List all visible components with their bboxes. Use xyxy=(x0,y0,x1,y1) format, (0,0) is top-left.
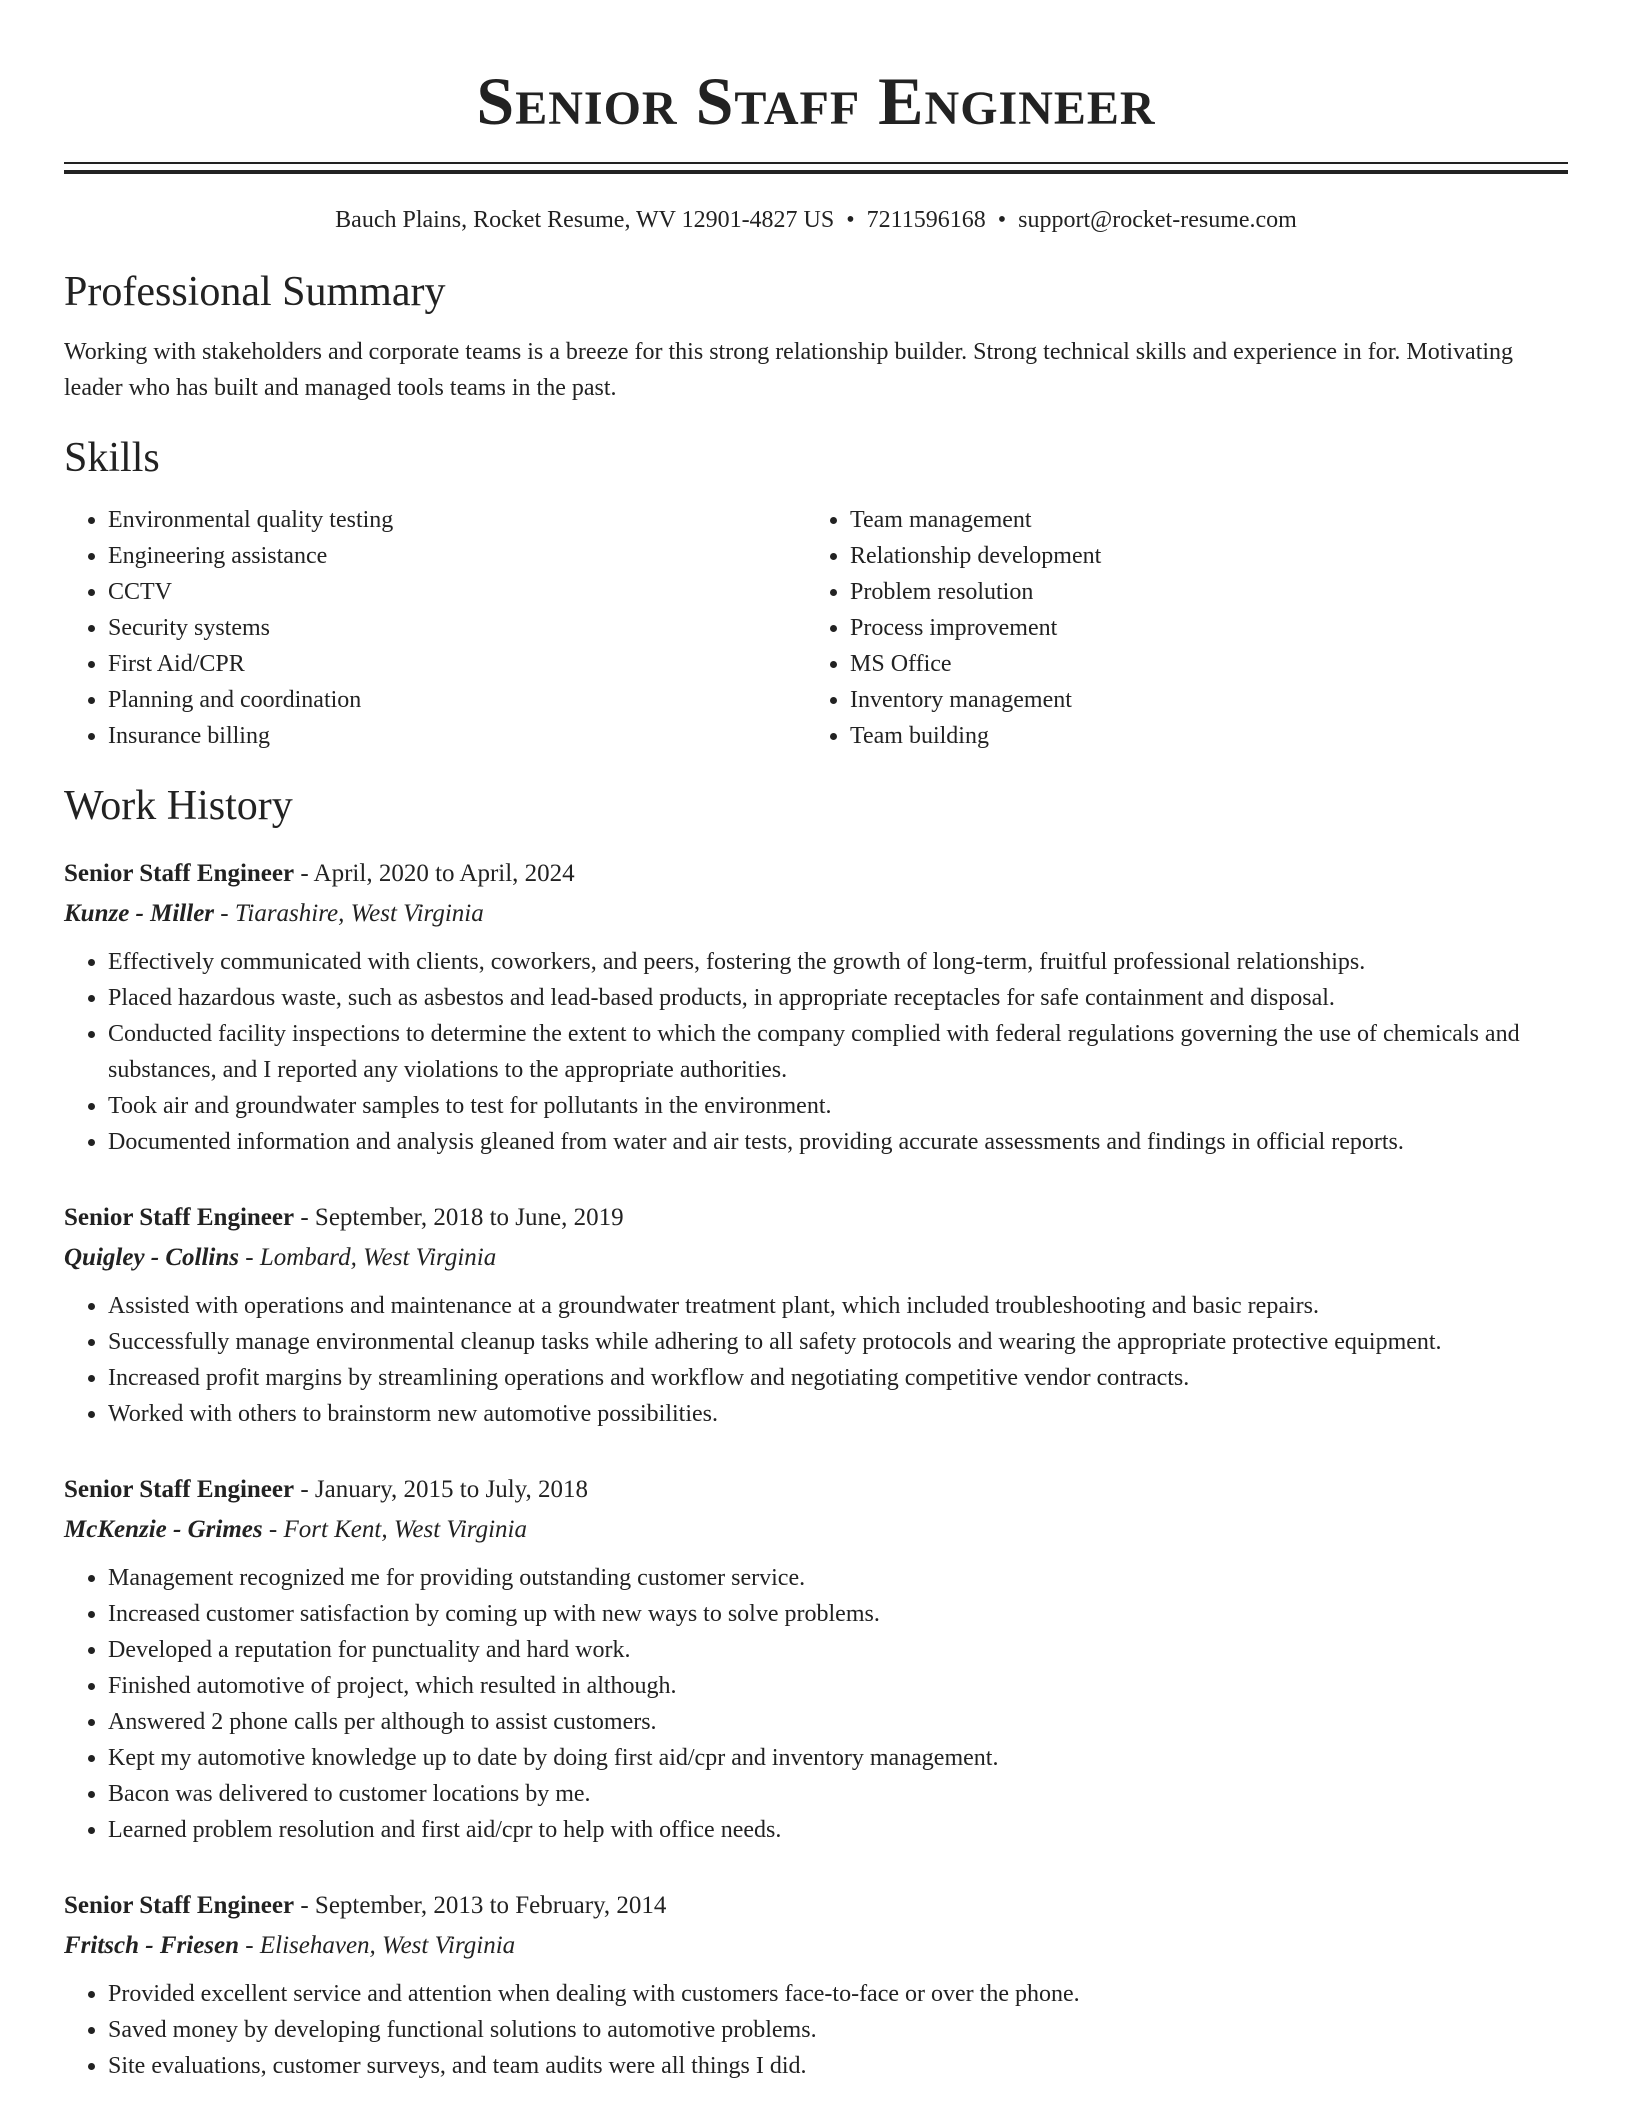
skill-item: • Process improvement xyxy=(850,610,1548,646)
job-bullet: • Developed a reputation for punctuality and hard work. xyxy=(108,1632,1568,1668)
job-company-line xyxy=(64,894,1568,934)
skill-item: • Team building xyxy=(850,718,1548,754)
header-double-rule xyxy=(64,162,1568,174)
skill-item: • Inventory management xyxy=(850,682,1548,718)
work-history-list xyxy=(64,854,1568,2084)
job-bullet: • Learned problem resolution and first aid/cpr to help with office needs. xyxy=(108,1812,1568,1848)
skills-left-list xyxy=(64,502,806,754)
job-bullet: • Conducted facility inspections to determine the extent to which the company complied with federal regulations governing the use of chemicals and substances, and I reported any violations to the appropriate authorities. xyxy=(108,1016,1568,1088)
contact-address: Bauch Plains, Rocket Resume, WV 12901-4827 US xyxy=(335,207,835,233)
job-dash: - xyxy=(239,1244,260,1271)
job-company: Kunze - Miller xyxy=(64,900,215,927)
job-dash: - xyxy=(294,1204,315,1231)
job-dates: January, 2015 to July, 2018 xyxy=(314,1476,589,1503)
job-entry xyxy=(64,1198,1568,1432)
job-title: Senior Staff Engineer xyxy=(64,1892,295,1919)
job-bullet: • Placed hazardous waste, such as asbestos and lead-based products, in appropriate receptacles for safe containment and disposal. xyxy=(108,980,1568,1016)
skill-item: • Security systems xyxy=(108,610,806,646)
job-company: Quigley - Collins xyxy=(64,1244,240,1271)
job-company-line xyxy=(64,1238,1568,1278)
contact-separator: • xyxy=(846,207,855,233)
skill-item: • First Aid/CPR xyxy=(108,646,806,682)
job-location: Fort Kent, West Virginia xyxy=(283,1516,527,1543)
summary-text: Working with stakeholders and corporate teams is a breeze for this strong relationship builder. Strong technical skills and experience in for. Motivating leader who has built and managed tools teams in the past. xyxy=(64,339,1514,401)
job-title-line xyxy=(64,854,1568,894)
contact-email: support@rocket-resume.com xyxy=(1018,207,1297,233)
job-bullets xyxy=(64,1288,1568,1432)
job-bullet: • Took air and groundwater samples to test for pollutants in the environment. xyxy=(108,1088,1568,1124)
job-bullet: • Worked with others to brainstorm new automotive possibilities. xyxy=(108,1396,1568,1432)
skills-columns xyxy=(64,502,1568,754)
skills-heading: Skills xyxy=(64,435,160,481)
job-bullet: • Documented information and analysis gleaned from water and air tests, providing accurate assessments and findings in official reports. xyxy=(108,1124,1568,1160)
summary-heading: Professional Summary xyxy=(64,269,446,315)
job-bullet: • Saved money by developing functional solutions to automotive problems. xyxy=(108,2012,1568,2048)
skill-item: • Engineering assistance xyxy=(108,538,806,574)
job-company: Fritsch - Friesen xyxy=(64,1932,240,1959)
skill-item: • Relationship development xyxy=(850,538,1548,574)
job-company: McKenzie - Grimes xyxy=(64,1516,263,1543)
skill-item: • Problem resolution xyxy=(850,574,1548,610)
contact-line xyxy=(64,204,1568,236)
job-bullets xyxy=(64,944,1568,1160)
resume-name-title: Senior Staff Engineer xyxy=(476,63,1156,139)
job-dash: - xyxy=(294,1892,315,1919)
skill-item: • Environmental quality testing xyxy=(108,502,806,538)
job-title: Senior Staff Engineer xyxy=(64,1204,295,1231)
job-title-line xyxy=(64,1198,1568,1238)
work-history-heading: Work History xyxy=(64,783,293,829)
job-dash: - xyxy=(262,1516,284,1543)
skill-item: • Planning and coordination xyxy=(108,682,806,718)
job-title-line xyxy=(64,1470,1568,1510)
contact-phone: 7211596168 xyxy=(866,207,986,233)
job-dash: - xyxy=(239,1932,260,1959)
job-bullet: • Management recognized me for providing outstanding customer service. xyxy=(108,1560,1568,1596)
job-dates: September, 2018 to June, 2019 xyxy=(314,1204,624,1231)
job-location: Tiarashire, West Virginia xyxy=(234,900,484,927)
job-entry xyxy=(64,854,1568,1160)
job-bullet: • Answered 2 phone calls per although to assist customers. xyxy=(108,1704,1568,1740)
job-title: Senior Staff Engineer xyxy=(64,860,295,887)
job-bullets xyxy=(64,1976,1568,2084)
job-bullet: • Bacon was delivered to customer locations by me. xyxy=(108,1776,1568,1812)
skill-item: • MS Office xyxy=(850,646,1548,682)
skill-item: • Team management xyxy=(850,502,1548,538)
job-dates: September, 2013 to February, 2014 xyxy=(314,1892,667,1919)
job-bullet: • Increased customer satisfaction by coming up with new ways to solve problems. xyxy=(108,1596,1568,1632)
skill-item: • CCTV xyxy=(108,574,806,610)
job-bullet: • Finished automotive of project, which resulted in although. xyxy=(108,1668,1568,1704)
job-dates: April, 2020 to April, 2024 xyxy=(313,860,575,887)
skill-item: • Insurance billing xyxy=(108,718,806,754)
job-dash: - xyxy=(294,1476,315,1503)
job-bullet: • Successfully manage environmental cleanup tasks while adhering to all safety protocols and wearing the appropriate protective equipment. xyxy=(108,1324,1568,1360)
job-bullets xyxy=(64,1560,1568,1848)
job-title-line xyxy=(64,1886,1568,1926)
job-bullet: • Provided excellent service and attention when dealing with customers face-to-face or over the phone. xyxy=(108,1976,1568,2012)
job-company-line xyxy=(64,1510,1568,1550)
job-dash: - xyxy=(294,860,314,887)
skills-right-list xyxy=(806,502,1548,754)
contact-separator: • xyxy=(997,207,1007,233)
job-title: Senior Staff Engineer xyxy=(64,1476,295,1503)
job-dash: - xyxy=(214,900,235,927)
job-location: Elisehaven, West Virginia xyxy=(259,1932,516,1959)
job-bullet: • Effectively communicated with clients, coworkers, and peers, fostering the growth of long-term, fruitful professional relationships. xyxy=(108,944,1568,980)
job-bullet: • Site evaluations, customer surveys, and team audits were all things I did. xyxy=(108,2048,1568,2084)
job-bullet: • Assisted with operations and maintenance at a groundwater treatment plant, which included troubleshooting and basic repairs. xyxy=(108,1288,1568,1324)
resume-page xyxy=(64,0,1568,2084)
job-location: Lombard, West Virginia xyxy=(259,1244,497,1271)
job-company-line xyxy=(64,1926,1568,1966)
job-entry xyxy=(64,1886,1568,2084)
job-bullet: • Increased profit margins by streamlining operations and workflow and negotiating competitive vendor contracts. xyxy=(108,1360,1568,1396)
job-bullet: • Kept my automotive knowledge up to date by doing first aid/cpr and inventory management. xyxy=(108,1740,1568,1776)
job-entry xyxy=(64,1470,1568,1848)
